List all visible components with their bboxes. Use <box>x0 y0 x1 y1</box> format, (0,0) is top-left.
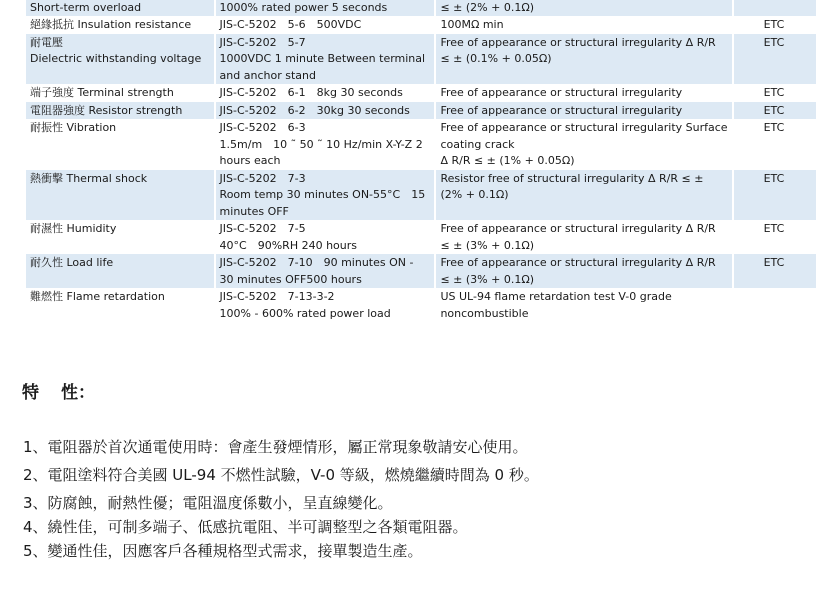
cell-line: JIS-C-5202 6-1 8kg 30 seconds <box>219 86 403 99</box>
cell-line: coating crack <box>440 137 515 151</box>
cell-line: 耐濕性 Humidity <box>30 222 117 235</box>
table-row <box>26 220 816 254</box>
cell-line: ≤ ± (2% + 0.1Ω) <box>440 0 535 14</box>
cell-line: JIS-C-5202 7-3 <box>219 171 306 185</box>
cell-line: (2% + 0.1Ω) <box>440 188 509 201</box>
cell-line: JIS-C-5202 7-13-3-2 <box>219 290 335 303</box>
cell-line: Free of appearance or structural irregularity Δ R/R <box>440 256 716 269</box>
item-name-cell <box>26 119 214 170</box>
cell-line: 電阻器強度 Resistor strength <box>30 103 183 117</box>
cell-line: 40°C 90%RH 240 hours <box>219 238 358 252</box>
features-list <box>23 436 539 568</box>
cell-line: ≤ ± (3% + 0.1Ω) <box>440 238 535 252</box>
etc-cell: ETC <box>732 170 816 221</box>
cell-line: minutes OFF <box>219 204 289 218</box>
cell-line: Δ R/R ≤ ± (1% + 0.05Ω) <box>440 154 575 167</box>
cell-line: 耐電壓 <box>30 35 63 49</box>
cell-line: Dielectric withstanding voltage <box>30 52 202 65</box>
requirement-cell <box>434 34 731 85</box>
cell-line: 耐振性 Vibration <box>30 121 117 134</box>
table-row <box>26 170 816 221</box>
requirement-cell <box>434 170 731 221</box>
requirement-cell <box>434 220 731 254</box>
cell-line: 難燃性 Flame retardation <box>30 290 165 303</box>
cell-line: 100MΩ min <box>440 18 504 31</box>
cell-line: Free of appearance or structural irregularity Surface <box>440 121 728 134</box>
table-row <box>26 119 816 170</box>
table-row <box>26 16 816 34</box>
feature-item-1: 1、電阻器於首次通電使用時：會產生發煙情形，屬正常現象敬請安心使用。 <box>23 438 528 456</box>
cell-line: hours each <box>219 154 281 167</box>
table-row <box>26 102 816 120</box>
item-name-cell <box>26 254 214 288</box>
test-method-cell <box>214 220 435 254</box>
test-method-cell <box>214 254 435 288</box>
requirement-cell <box>434 0 731 16</box>
test-method-cell <box>214 170 435 221</box>
test-method-cell <box>214 34 435 85</box>
features-title <box>22 378 95 403</box>
test-method-cell <box>214 84 435 102</box>
feature-item-2: 2、電阻塗料符合美國 UL-94 不燃性試驗，V-0 等級，燃燒繼續時間為 0 秒。 <box>23 466 539 484</box>
table-row <box>26 34 816 85</box>
cell-line: 絕緣抵抗 Insulation resistance <box>30 18 192 31</box>
cell-line: 30 minutes OFF500 hours <box>219 272 362 286</box>
cell-line: Free of appearance or structural irregularity Δ R/R <box>440 222 716 235</box>
features-title-char2: 性： <box>61 383 95 403</box>
item-name-cell <box>26 0 214 16</box>
item-name-cell <box>26 16 214 34</box>
table-row <box>26 84 816 102</box>
cell-line: JIS-C-5202 6-2 30kg 30 seconds <box>219 103 410 117</box>
etc-cell: ETC <box>732 102 816 120</box>
item-name-cell <box>26 170 214 221</box>
requirement-cell <box>434 84 731 102</box>
cell-line: ≤ ± (3% + 0.1Ω) <box>440 272 535 286</box>
test-method-cell <box>214 288 435 322</box>
requirement-cell <box>434 102 731 120</box>
cell-line: JIS-C-5202 5-7 <box>219 35 306 49</box>
cell-line: Short-term overload <box>30 0 142 14</box>
cell-line: Free of appearance or structural irregularity Δ R/R <box>440 35 716 49</box>
etc-cell: ETC <box>732 16 816 34</box>
cell-line: 100% - 600% rated power load <box>219 306 391 320</box>
cell-line: 耐久性 Load life <box>30 256 114 269</box>
feature-item-3: 3、防腐蝕，耐熱性優；電阻溫度係數小，呈直線變化。 <box>23 494 393 512</box>
item-name-cell <box>26 288 214 322</box>
item-name-cell <box>26 34 214 85</box>
test-method-cell <box>214 102 435 120</box>
etc-cell: ETC <box>732 254 816 288</box>
item-name-cell <box>26 102 214 120</box>
etc-cell: ETC <box>732 119 816 170</box>
cell-line: and anchor stand <box>219 68 316 82</box>
features-title-char1: 特 <box>22 383 39 403</box>
cell-line: 熱衝擊 Thermal shock <box>30 171 148 185</box>
cell-line: noncombustible <box>440 306 529 320</box>
cell-line: 端子強度 Terminal strength <box>30 86 174 99</box>
etc-cell: ETC <box>732 84 816 102</box>
etc-cell <box>732 288 816 322</box>
requirement-cell <box>434 288 731 322</box>
etc-cell <box>732 0 816 16</box>
cell-line: JIS-C-5202 7-10 90 minutes ON - <box>219 256 414 269</box>
item-name-cell <box>26 220 214 254</box>
item-name-cell <box>26 84 214 102</box>
cell-line: JIS-C-5202 5-6 500VDC <box>219 18 362 31</box>
requirement-cell <box>434 254 731 288</box>
cell-line: Free of appearance or structural irregularity <box>440 103 683 117</box>
cell-line: Room temp 30 minutes ON-55°C 15 <box>219 188 426 201</box>
cell-line: 1.5m/m 10 ˜ 50 ˜ 10 Hz/min X-Y-Z 2 <box>219 137 423 151</box>
cell-line: 1000% rated power 5 seconds <box>219 0 388 14</box>
cell-line: Free of appearance or structural irregularity <box>440 86 683 99</box>
test-method-cell <box>214 119 435 170</box>
cell-line: 1000VDC 1 minute Between terminal <box>219 52 426 65</box>
table-row <box>26 254 816 288</box>
requirement-cell <box>434 16 731 34</box>
table-row <box>26 288 816 322</box>
cell-line: JIS-C-5202 6-3 <box>219 121 306 134</box>
test-method-cell <box>214 0 435 16</box>
spec-table <box>26 0 816 322</box>
cell-line: Resistor free of structural irregularity Δ R/R ≤ ± <box>440 171 704 185</box>
cell-line: ≤ ± (0.1% + 0.05Ω) <box>440 52 552 65</box>
test-method-cell <box>214 16 435 34</box>
cell-line: US UL-94 flame retardation test V-0 grade <box>440 290 672 303</box>
feature-item-5: 5、變通性佳，因應客戶各種規格型式需求，接單製造生產。 <box>23 542 423 560</box>
feature-item-4: 4、繞性佳，可制多端子、低感抗電阻、半可調整型之各類電阻器。 <box>23 518 468 536</box>
table-row <box>26 0 816 16</box>
etc-cell: ETC <box>732 220 816 254</box>
etc-cell: ETC <box>732 34 816 85</box>
requirement-cell <box>434 119 731 170</box>
cell-line: JIS-C-5202 7-5 <box>219 222 306 235</box>
